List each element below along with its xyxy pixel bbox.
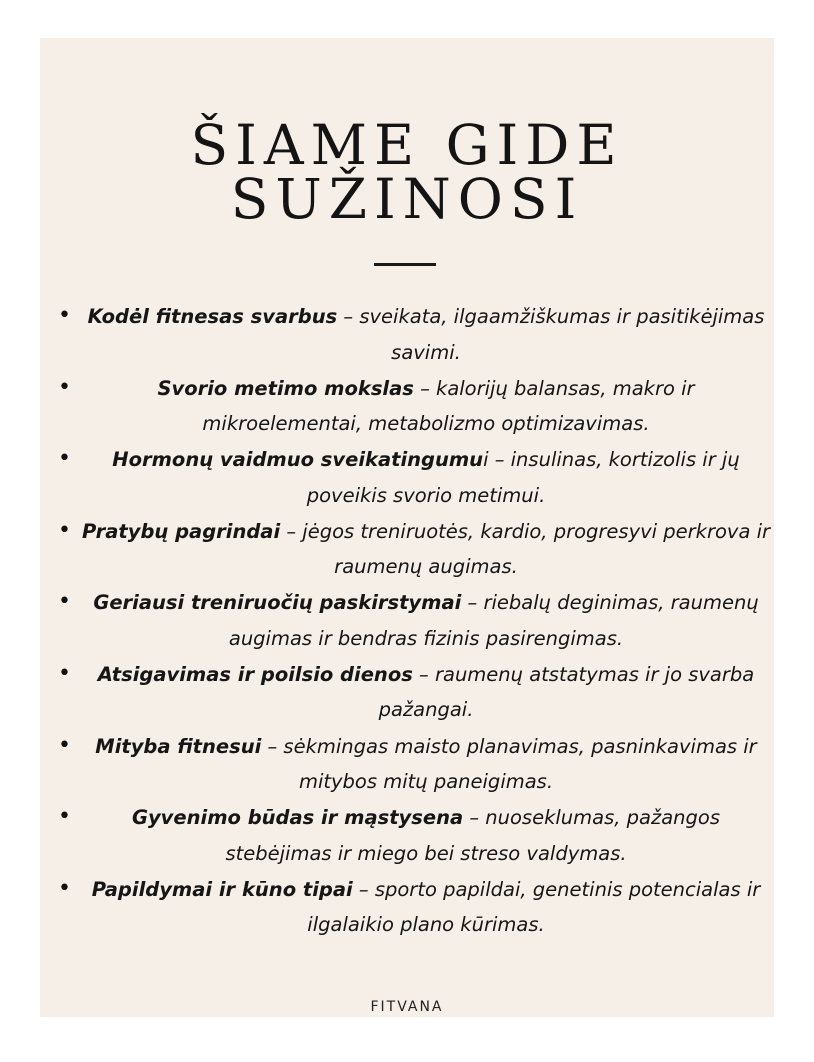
list-item-heading: Papildymai ir kūno tipai [91,877,353,901]
list-item-description: i – insulinas, kortizolis ir jų poveikis svorio metimui. [306,448,740,507]
bullet-icon: • [58,303,71,328]
list-item-text [78,514,774,585]
list-item-heading: Atsigavimas ir poilsio dienos [97,662,413,686]
list-item-text [78,729,774,800]
topics-list [40,299,774,943]
list-item-description: – sėkmingas maisto planavimas, pasninkavimas ir mitybos mitų paneigimas. [261,734,757,794]
list-item-description: – riebalų deginimas, raumenų augimas ir bendras fizinis pasirengimas. [228,591,759,650]
list-item-heading: Mityba fitnesui [95,734,262,758]
list-item-description: – jėgos treniruotės, kardio, progresyvi perkrova ir raumenų augimas. [280,519,771,579]
list-item-heading: Svorio metimo mokslas [157,376,414,400]
list-item [40,371,774,443]
title-line-2: SUŽINOSI [230,167,584,231]
title-divider [374,263,436,266]
list-item [40,872,774,944]
list-item-description: – raumenų atstatymas ir jo svarba pažangai. [378,662,755,722]
guide-card [40,38,774,1017]
list-item-description: – kalorijų balansas, makro ir mikroelementai, metabolizmo optimizavimas. [202,376,695,436]
bullet-icon: • [58,517,71,543]
list-item [40,657,774,729]
list-item [40,299,774,371]
list-item [40,514,774,586]
brand-footer: FITVANA [370,999,444,1015]
list-item-text [78,299,774,370]
list-item-heading: Gyvenimo būdas ir mąstysena [131,806,464,830]
list-item [40,729,774,801]
bullet-icon: • [58,804,71,830]
list-item [40,442,774,514]
list-item [40,800,774,872]
page-title [40,113,774,231]
list-item-text [78,657,774,728]
list-item-text [78,585,774,656]
bullet-icon: • [58,589,71,615]
bullet-icon: • [58,374,71,400]
bullet-icon: • [58,446,71,472]
list-item-text [78,442,774,513]
list-item-description: – nuoseklumas, pažangos stebėjimas ir miego bei streso valdymas. [225,806,721,865]
list-item-description: – sveikata, ilgaamžiškumas ir pasitikėjimas savimi. [337,305,765,364]
list-item-heading: Kodėl fitnesas svarbus [87,305,338,328]
list-item-text [78,872,774,943]
list-item-text [78,800,774,871]
list-item [40,585,774,657]
list-item-text [78,371,774,442]
list-item-heading: Pratybų pagrindai [81,519,281,543]
list-item-heading: Geriausi treniruočių paskirstymai [93,591,462,615]
bullet-icon: • [58,732,71,758]
list-item-description: – sporto papildai, genetinis potencialas ir ilgalaikio plano kūrimas. [307,877,761,937]
bullet-icon: • [58,875,71,901]
bullet-icon: • [58,660,71,686]
list-item-heading: Hormonų vaidmuo sveikatingumu [112,448,484,472]
title-line-1: ŠIAME GIDE [190,113,624,177]
